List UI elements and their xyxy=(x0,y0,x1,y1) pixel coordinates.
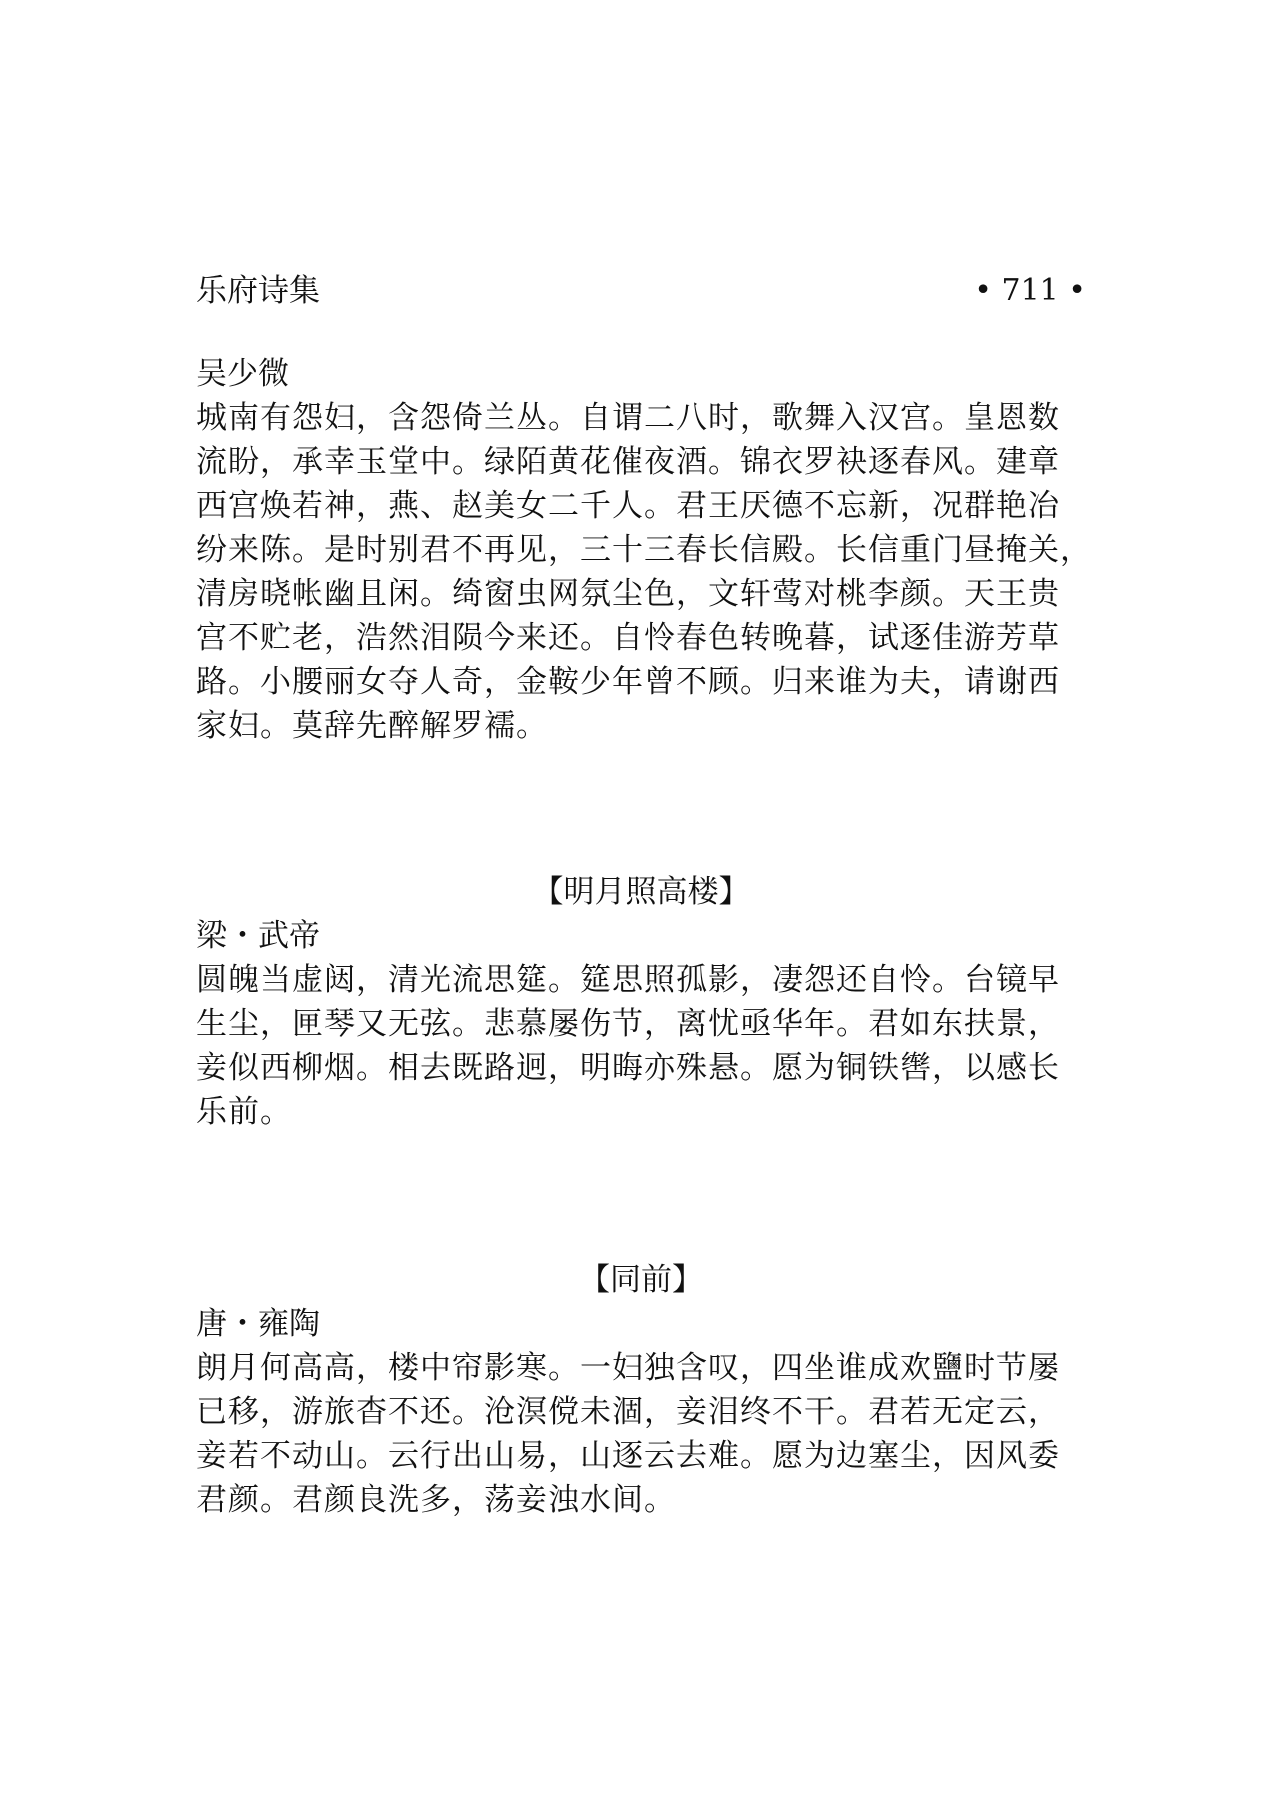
page-number: • 711 • xyxy=(974,273,1086,308)
poem-author: 梁・武帝 xyxy=(196,918,320,954)
poem-line: 已移，游旅杳不还。沧溟傥未涸，妾泪终不干。君若无定云， xyxy=(196,1394,1060,1430)
poem-line: 圆魄当虚闼，清光流思筵。筵思照孤影，凄怨还自怜。台镜早 xyxy=(196,962,1060,998)
poem-line: 君颜。君颜良洗多，荡妾浊水间。 xyxy=(196,1482,676,1518)
poem-body xyxy=(196,958,1086,1134)
poem-line: 纷来陈。是时别君不再见，三十三春长信殿。长信重门昼掩关， xyxy=(196,532,1092,568)
poem-line: 生尘，匣琴又无弦。悲慕屡伤节，离忧亟华年。君如东扶景， xyxy=(196,1006,1060,1042)
poem-line: 路。小腰丽女夺人奇，金鞍少年曾不顾。归来谁为夫，请谢西 xyxy=(196,664,1060,700)
poem-title: 【同前】 xyxy=(579,1262,703,1298)
poem-title: 【明月照高楼】 xyxy=(532,874,750,910)
poem-author: 吴少微 xyxy=(196,356,289,392)
poem-body xyxy=(196,396,1092,748)
poem-line: 乐前。 xyxy=(196,1094,292,1130)
page-header xyxy=(196,268,1086,314)
book-title: 乐府诗集 xyxy=(196,273,320,309)
poem-line: 妾似西柳烟。相去既路迥，明晦亦殊悬。愿为铜铁辔，以感长 xyxy=(196,1050,1060,1086)
poem-line: 朗月何高高，楼中帘影寒。一妇独含叹，四坐谁成欢鹽时节屡 xyxy=(196,1350,1060,1386)
poem-author: 唐・雍陶 xyxy=(196,1306,320,1342)
poem-1 xyxy=(196,352,1092,748)
poem-body xyxy=(196,1346,1086,1522)
poem-2 xyxy=(196,870,1086,1134)
poem-line: 清房晓帐幽且闲。绮窗虫网氛尘色，文轩莺对桃李颜。天王贵 xyxy=(196,576,1060,612)
poem-line: 宫不贮老，浩然泪陨今来还。自怜春色转晚暮，试逐佳游芳草 xyxy=(196,620,1060,656)
poem-line: 城南有怨妇，含怨倚兰丛。自谓二八时，歌舞入汉宫。皇恩数 xyxy=(196,400,1060,436)
poem-line: 西宫焕若神，燕、赵美女二千人。君王厌德不忘新，况群艳冶 xyxy=(196,488,1060,524)
poem-line: 家妇。莫辞先醉解罗襦。 xyxy=(196,708,548,744)
poem-line: 妾若不动山。云行出山易，山逐云去难。愿为边塞尘，因风委 xyxy=(196,1438,1060,1474)
poem-line: 流盼，承幸玉堂中。绿陌黄花催夜酒。锦衣罗袂逐春风。建章 xyxy=(196,444,1060,480)
poem-3 xyxy=(196,1258,1086,1522)
